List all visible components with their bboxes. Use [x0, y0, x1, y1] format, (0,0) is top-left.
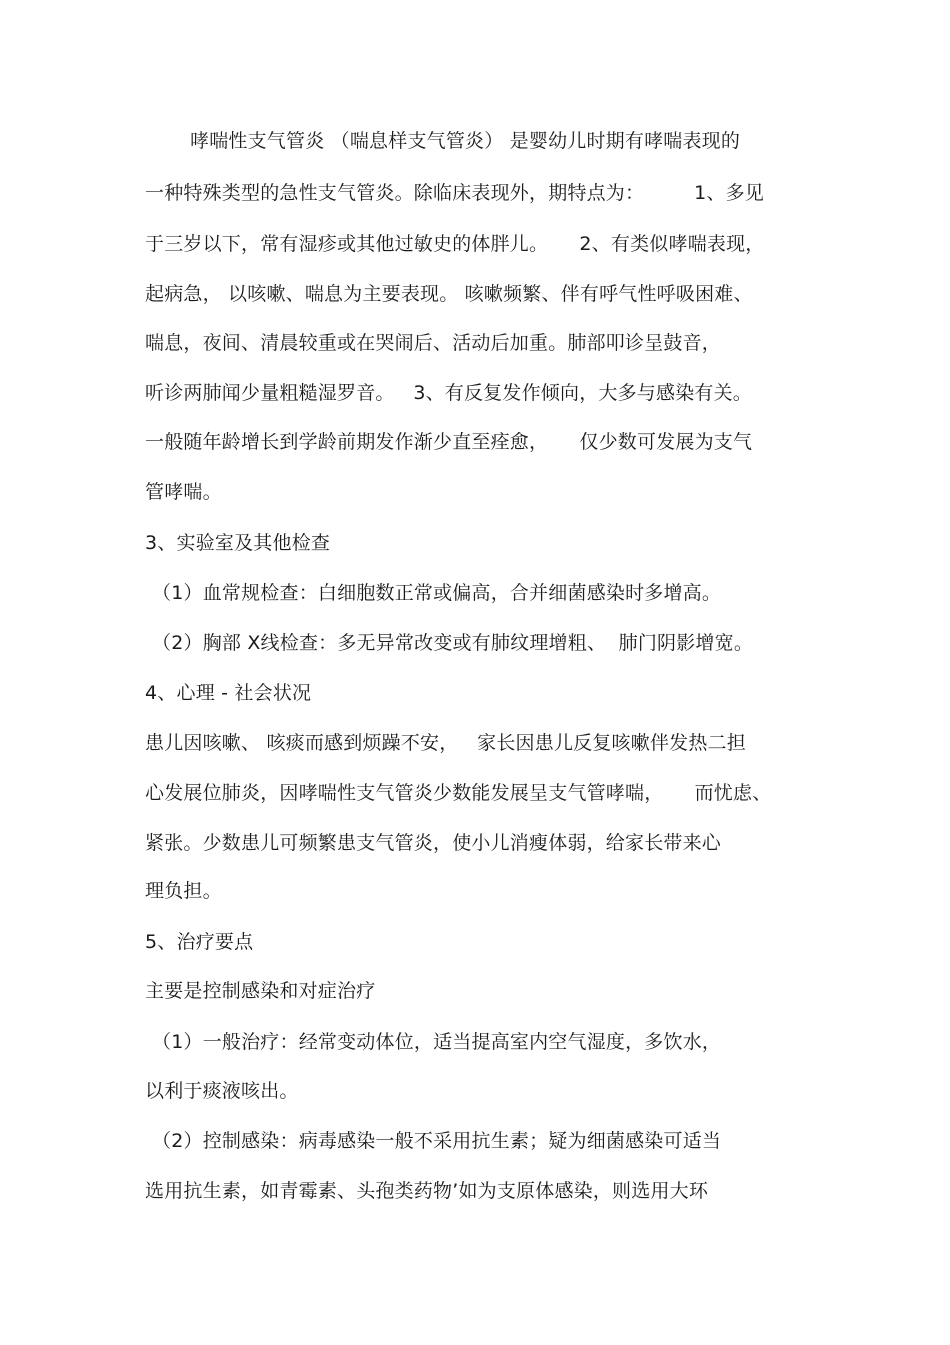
- text-line-1: 哮喘性支气管炎 （喘息样支气管炎） 是婴幼儿时期有哮喘表现的: [190, 130, 741, 152]
- text-line-19: （1）一般治疗：经常变动体位，适当提高室内空气湿度，多饮水，: [152, 1031, 722, 1053]
- section-heading-5: 5、治疗要点: [145, 931, 254, 953]
- text-line-15: 紧张。少数患儿可频繁患支气管炎，使小儿消瘦体弱，给家长带来心: [145, 832, 722, 854]
- text-line-6: 听诊两肺闻少量粗糙湿罗音。 3、有反复发作倾向，大多与感染有关。: [145, 382, 753, 404]
- text-line-5: 喘息，夜间、清晨较重或在哭闹后、活动后加重。肺部叩诊呈鼓音，: [145, 332, 722, 354]
- text-line-13: 患儿因咳嗽、 咳痰而感到烦躁不安， 家长因患儿反复咳嗽伴发热二担: [145, 732, 746, 754]
- text-line-14: 心发展位肺炎，因哮喘性支气管炎少数能发展呈支气管哮喘， 而忧虑、: [145, 782, 772, 804]
- text-line-21: （2）控制感染：病毒感染一般不采用抗生素；疑为细菌感染可适当: [152, 1130, 722, 1152]
- text-line-16: 理负担。: [145, 880, 222, 902]
- text-line-7: 一般随年龄增长到学龄前期发作渐少直至痊愈， 仅少数可发展为支气: [145, 431, 753, 453]
- text-line-3: 于三岁以下，常有湿疹或其他过敏史的体胖儿。 2、有类似哮喘表现，: [145, 233, 765, 255]
- text-line-20: 以利于痰液咳出。: [145, 1080, 299, 1102]
- section-heading-3: 3、实验室及其他检查: [145, 532, 331, 554]
- text-line-10: （1）血常规检查：白细胞数正常或偏高，合并细菌感染时多增高。: [152, 582, 722, 604]
- text-line-4: 起病急， 以咳嗽、喘息为主要表现。 咳嗽频繁、伴有呼气性呼吸困难、: [145, 283, 753, 305]
- text-line-18: 主要是控制感染和对症治疗: [145, 980, 376, 1002]
- text-line-2: 一种特殊类型的急性支气管炎。除临床表现外，期特点为： 1、多见: [145, 182, 765, 204]
- section-heading-4: 4、心理 - 社会状况: [145, 682, 312, 704]
- text-line-22: 选用抗生素，如青霉素、头孢类药物’如为支原体感染，则选用大环: [145, 1180, 709, 1202]
- text-line-11: （2）胸部 X线检查：多无异常改变或有肺纹理增粗、 肺门阴影增宽。: [152, 632, 754, 654]
- text-line-8: 管哮喘。: [145, 481, 222, 503]
